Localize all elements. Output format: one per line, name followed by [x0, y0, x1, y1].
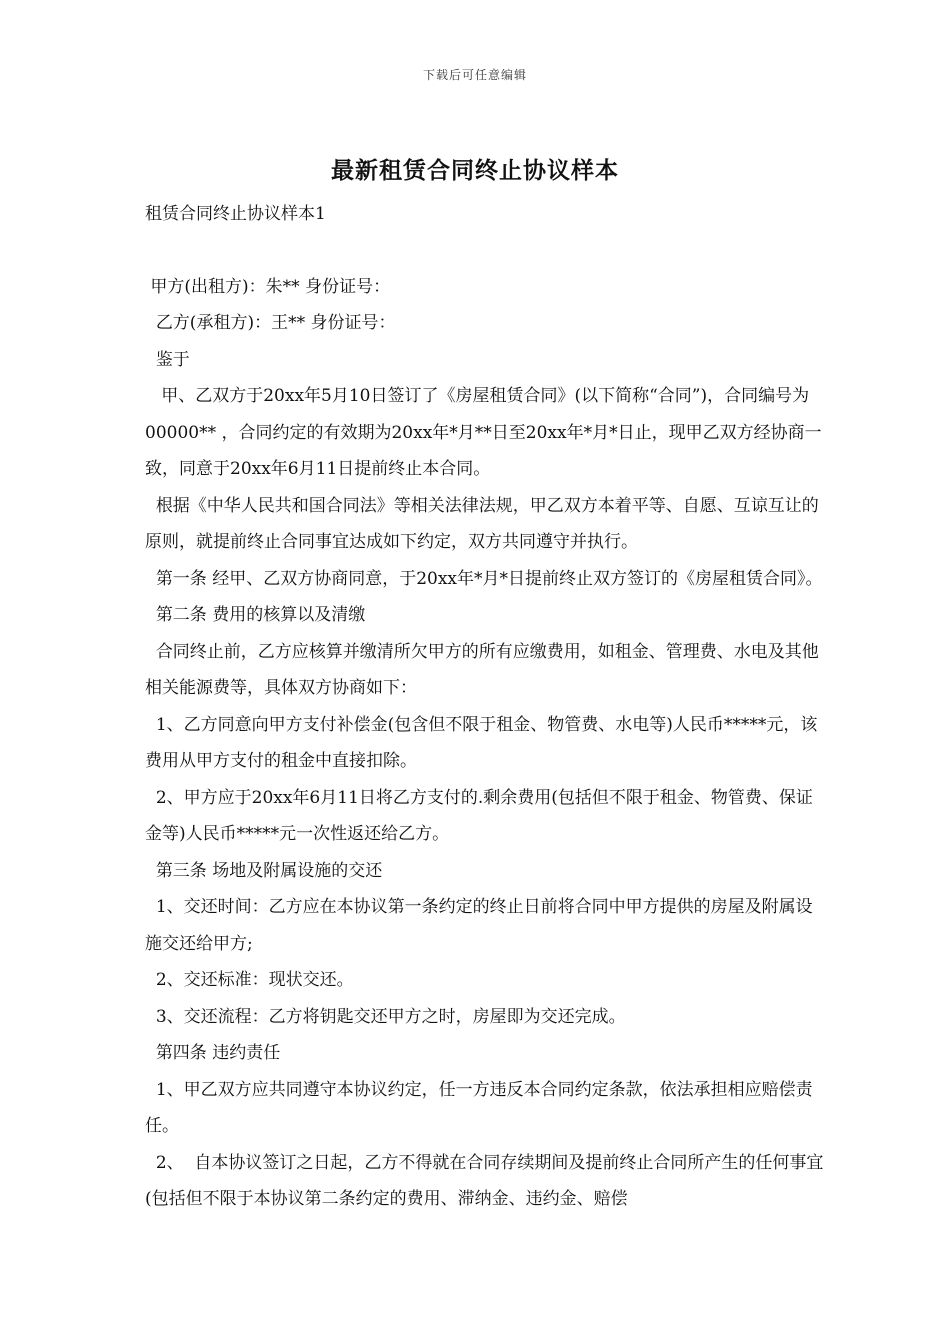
paragraph-article-4-heading: 第四条 违约责任 [145, 1043, 281, 1063]
paragraph-whereas: 鉴于 [145, 349, 190, 370]
document-title: 最新租赁合同终止协议样本 [331, 157, 619, 184]
paragraph-article-4-item-2: 2、 自本协议签订之日起，乙方不得就在合同存续期间及提前终止合同所产生的任何事宜(包括但不限于本协议第二条约定的费用、滞纳金、违约金、赔偿 [145, 1152, 824, 1209]
paragraph-party-b: 乙方(承租方)：王** 身份证号： [145, 313, 396, 333]
paragraph-article-1: 第一条 经甲、乙双方协商同意，于20xx年*月*日提前终止双方签订的《房屋租赁合同》。 [145, 568, 823, 589]
paragraph-article-3-item-3: 3、交还流程：乙方将钥匙交还甲方之时，房屋即为交还完成。 [145, 1006, 626, 1027]
subtitle: 租赁合同终止协议样本1 [145, 204, 326, 224]
paragraph-party-a: 甲方(出租方)：朱** 身份证号： [145, 276, 391, 297]
header-note: 下载后可任意编辑 [422, 68, 527, 82]
document-body [145, 196, 825, 1218]
paragraph-legal-basis: 根据《中华人民共和国合同法》等相关法律法规，甲乙双方本着平等、自愿、互谅互让的原则，就提前终止合同事宜达成如下约定，双方共同遵守并执行。 [145, 495, 819, 552]
paragraph-article-2-heading: 第二条 费用的核算以及清缴 [145, 605, 366, 625]
paragraph-article-3-item-1: 1、交还时间：乙方应在本协议第一条约定的终止日前将合同中甲方提供的房屋及附属设施交还给甲方; [145, 897, 813, 954]
paragraph-article-2-item-1: 1、乙方同意向甲方支付补偿金(包含但不限于租金、物管费、水电等)人民币*****元，该费用从甲方支付的租金中直接扣除。 [145, 714, 818, 771]
paragraph-article-4-item-1: 1、甲乙双方应共同遵守本协议约定，任一方违反本合同约定条款，依法承担相应赔偿责任。 [145, 1079, 813, 1136]
paragraph-article-3-heading: 第三条 场地及附属设施的交还 [145, 860, 383, 881]
paragraph-article-2-intro: 合同终止前，乙方应核算并缴清所欠甲方的所有应缴费用，如租金、管理费、水电及其他相关能源费等，具体双方协商如下： [145, 641, 819, 698]
paragraph-article-3-item-2: 2、交还标准：现状交还。 [145, 970, 354, 990]
paragraph-article-2-item-2: 2、甲方应于20xx年6月11日将乙方支付的.剩余费用(包括但不限于租金、物管费、保证金等)人民币*****元一次性返还给乙方。 [145, 787, 813, 844]
paragraph-background: 甲、乙双方于20xx年5月10日签订了《房屋租赁合同》(以下简称“合同”)，合同编号为 00000** ，合同约定的有效期为20xx年*月**日至20xx年*月*日止，现甲乙双方经协商一致，同意于20xx年6月11日提前终止本合同。 [145, 386, 822, 479]
